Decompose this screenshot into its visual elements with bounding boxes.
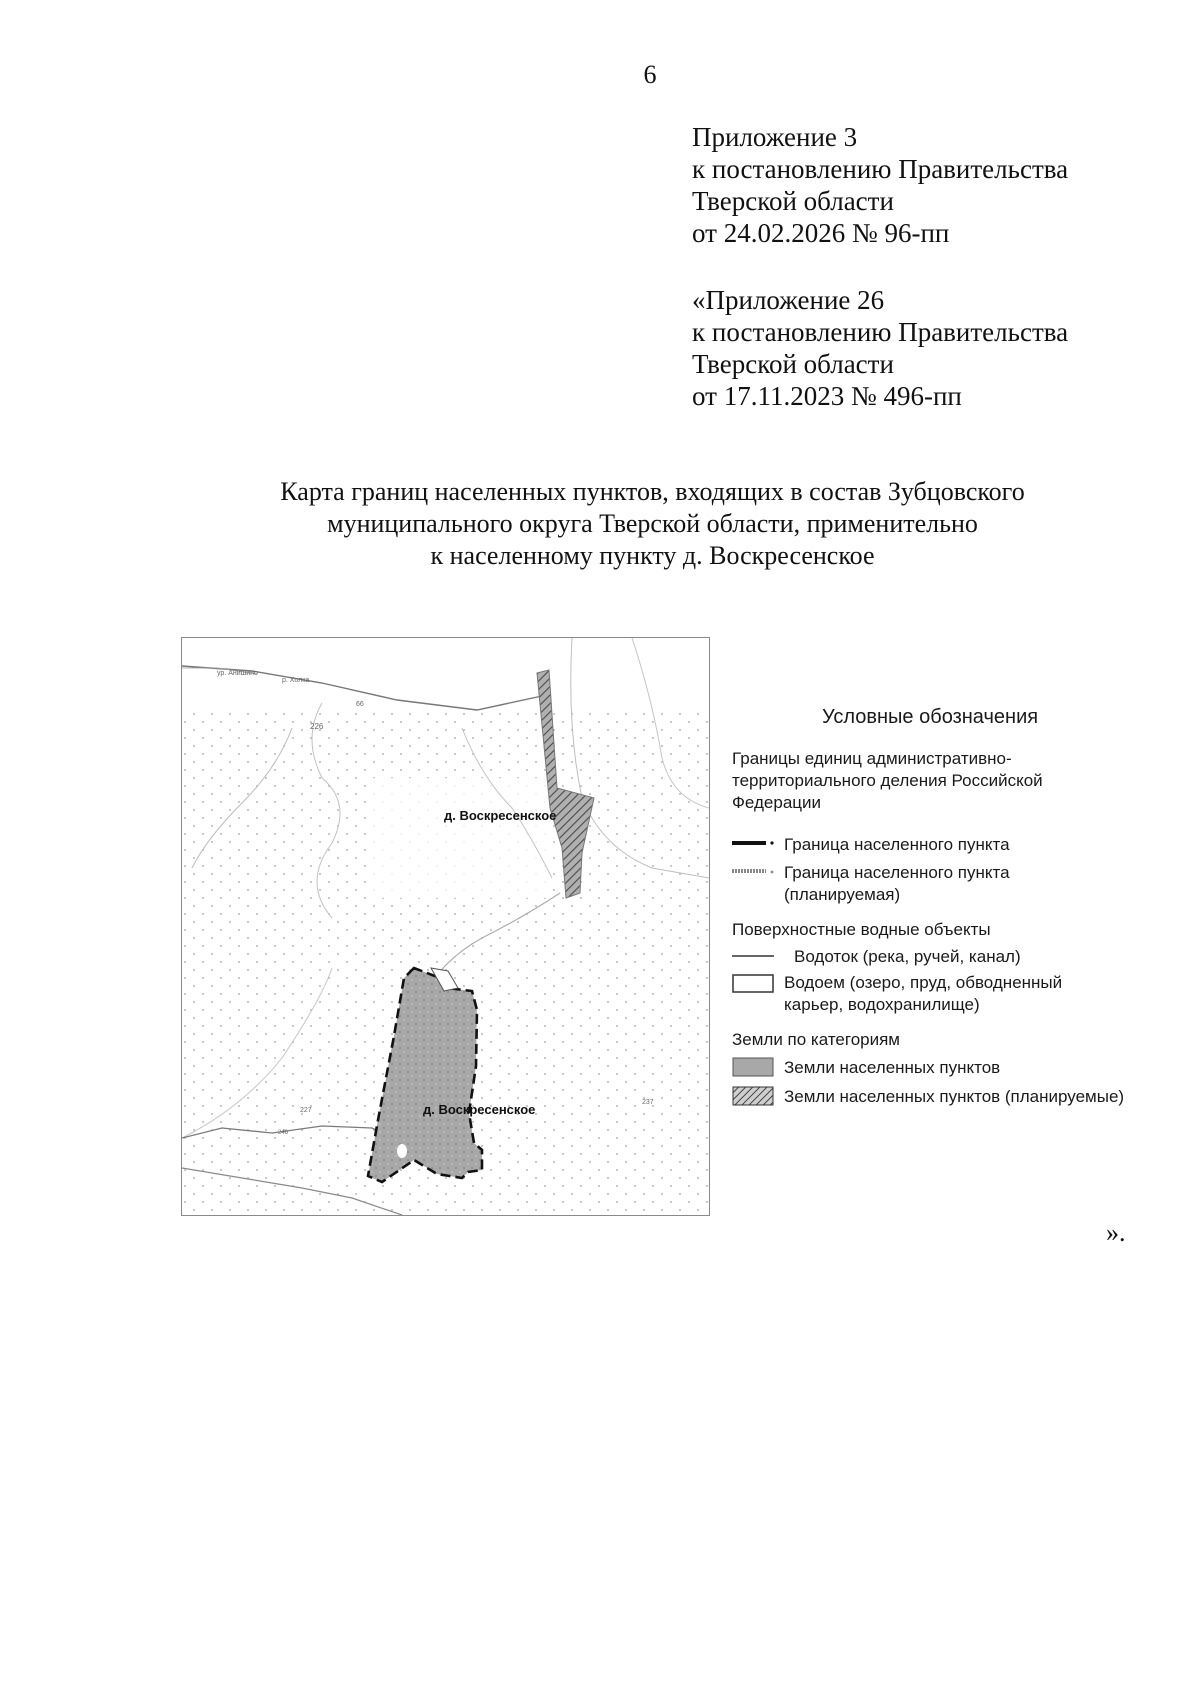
boundary-map [181, 637, 710, 1216]
legend-label: Граница населенного пункта [784, 863, 1010, 882]
settlement-label-south: д. Воскресенское [423, 1102, 536, 1117]
legend-group-line: территориального деления Российской [732, 771, 1043, 790]
appendix-line: от 17.11.2023 № 496-пп [692, 381, 962, 411]
legend-group-admin [732, 748, 1043, 814]
page-number: 6 [643, 60, 657, 89]
legend-label: Водоток (река, ручей, канал) [794, 947, 1021, 966]
appendix-line: от 24.02.2026 № 96-пп [692, 218, 950, 248]
map-label: 226 [310, 722, 324, 731]
appendix-line: Тверской области [692, 349, 894, 379]
title-line: к населенному пункту д. Воскресенское [430, 541, 875, 570]
boundary-line-icon [732, 834, 778, 854]
appendix-line: «Приложение 26 [692, 285, 885, 315]
appendix-line: Приложение 3 [692, 122, 858, 152]
map-label: ур. Анишино [217, 670, 258, 677]
legend-group-water: Поверхностные водные объекты [732, 920, 991, 939]
closing-quote-mark: ». [1106, 1218, 1126, 1247]
legend-label: Водоем (озеро, пруд, обводненный [784, 973, 1063, 992]
document-title [200, 476, 1105, 572]
settlement-label-north: д. Воскресенское [444, 808, 557, 823]
title-line: Карта границ населенных пунктов, входящих в состав Зубцовского [280, 477, 1025, 506]
planned-boundary-line-icon [732, 862, 778, 882]
appendix-line: Тверской области [692, 186, 894, 216]
title-line: муниципального округа Тверской области, применительно [327, 509, 978, 538]
legend-label: (планируемая) [784, 885, 901, 904]
legend-label: Земли населенных пунктов [784, 1058, 1001, 1077]
map-label: 66 [356, 701, 364, 708]
appendix-line: к постановлению Правительства [692, 154, 1069, 184]
map-label: 246 [278, 1130, 289, 1136]
watercourse-line-icon [732, 946, 778, 966]
planned-settlement-land-swatch-icon [732, 1086, 778, 1106]
open-field [372, 778, 552, 898]
map-label: 227 [300, 1107, 312, 1114]
map-label: 237 [642, 1099, 654, 1106]
legend-group-land: Земли по категориям [732, 1030, 900, 1049]
settlement-land-swatch-icon [732, 1057, 778, 1077]
water-body [397, 1144, 407, 1158]
appendix-current [692, 121, 1068, 249]
water-body-box-icon [732, 972, 778, 994]
appendix-line: к постановлению Правительства [692, 317, 1069, 347]
map-label: р. Холка [282, 677, 310, 684]
legend-group-line: Федерации [732, 793, 822, 812]
legend-label: Земли населенных пунктов (планируемые) [784, 1087, 1125, 1106]
legend-title: Условные обозначения [822, 706, 1039, 728]
legend-label: Граница населенного пункта [784, 835, 1010, 854]
appendix-original [692, 284, 1068, 412]
legend-group-line: Границы единиц административно- [732, 749, 1012, 768]
legend-label: карьер, водохранилище) [784, 995, 980, 1014]
